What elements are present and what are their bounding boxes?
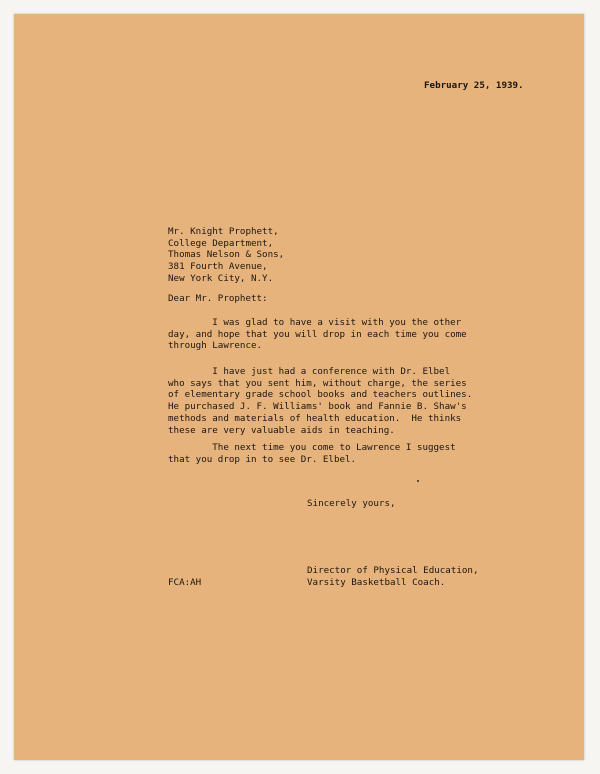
paragraph-line: I have just had a conference with Dr. Elbel [168,366,451,377]
paragraph-line: day, and hope that you will drop in each time you come [168,328,467,340]
paragraph-line: these are very valuable aids in teaching. [168,424,395,436]
paragraph-line: methods and materials of health education. He thinks [168,412,462,424]
recipient-line-5: New York City, N.Y. [168,272,274,284]
recipient-line-3: Thomas Nelson & Sons, [168,249,285,261]
closing: Sincerely yours, [307,498,396,509]
signature-title-2: Varsity Basketball Coach. [307,576,446,588]
recipient-address [168,226,284,285]
paragraph-line: of elementary grade school books and teachers outlines. [168,389,473,401]
paragraph-line: who says that you sent him, without charge, the series [168,377,467,389]
paragraph-1 [168,317,467,352]
recipient-line-4: 381 Fourth Avenue, [168,261,268,273]
paragraph-2 [168,366,472,436]
letter-date: February 25, 1939. [424,80,524,91]
salutation: Dear Mr. Prophett: [168,293,268,304]
paragraph-line: through Lawrence. [168,340,263,352]
letter-page [14,14,584,760]
signature-title-1: Director of Physical Education, [307,565,479,576]
recipient-line-2: College Department, [168,237,274,249]
signature-block [307,565,478,588]
recipient-name: Mr. Knight Prophett, [168,226,279,237]
paragraph-3 [168,442,456,465]
paragraph-line: The next time you come to Lawrence I suggest [168,442,456,453]
reference-initials: FCA:AH [168,577,202,588]
paragraph-line: I was glad to have a visit with you the other [168,317,462,328]
paragraph-line: that you drop in to see Dr. Elbel. [168,453,357,465]
ink-speck [417,480,419,482]
paragraph-line: He purchased J. F. Williams' book and Fannie B. Shaw's [168,401,467,413]
